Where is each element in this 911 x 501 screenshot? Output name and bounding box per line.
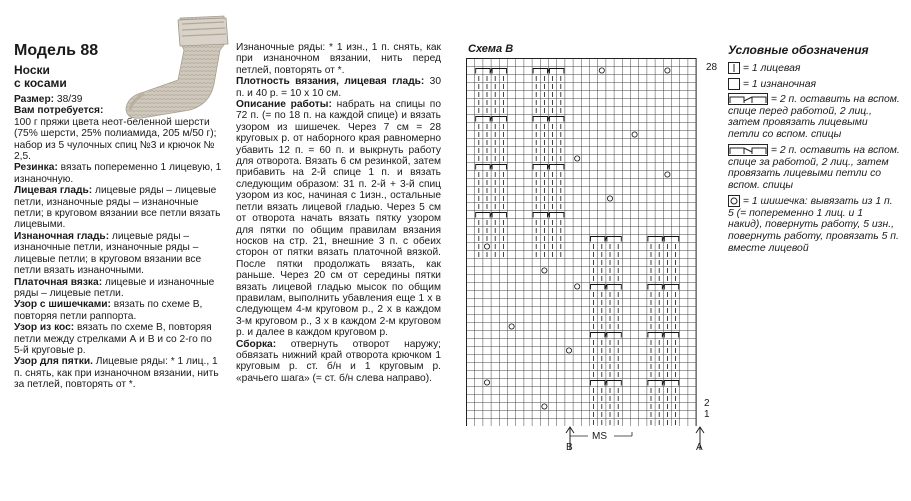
column-left-body [14, 94, 222, 391]
schema-title: Схема В [468, 43, 514, 55]
legend-item-cable-front: = 2 п. оставить на вспом. спице перед работой, 2 лиц., затем провязать лицевыми петли со вспом. спицы [728, 93, 900, 141]
left-paragraph-text: Лицевые ряды: * 1 лиц., 1 п. снять, как при изнаночном вязании, нить за петлей, повторять от *. [14, 356, 219, 391]
bobble-symbol [542, 404, 547, 409]
left-paragraph-label: Узор для пятки. [14, 356, 93, 368]
bobble-symbol [566, 348, 571, 353]
left-paragraph [14, 299, 222, 322]
purl-symbol-icon [728, 78, 740, 90]
middle-paragraph [236, 99, 441, 339]
model-title: Модель 88 [14, 42, 99, 59]
legend-item-cable-back: = 2 п. оставить на вспом. спице за работой, 2 лиц., затем провязать лицевыми петли со вспом. спицы [728, 144, 900, 192]
left-paragraph-label: Узор из кос: [14, 322, 75, 334]
left-paragraph-text: вязать попеременно 1 лицевую, 1 изнаночную. [14, 162, 222, 185]
left-paragraph [14, 117, 222, 163]
column-left [14, 42, 222, 391]
middle-paragraph-label: Плотность вязания, лицевая гладь: [236, 76, 425, 88]
bobble-symbol [665, 172, 670, 177]
left-paragraph [14, 105, 222, 116]
left-paragraph-label: Узор с шишечками: [14, 299, 111, 311]
column-middle [236, 42, 441, 384]
middle-paragraph-text: отвернуть отворот наружу; обвязать нижний край отворота крючком 1 круговым р. ст. б/н и 1 круговым р. «рачьего шага» (= ст. б/н слева направо). [236, 338, 441, 384]
left-paragraph-label: Размер: [14, 94, 55, 105]
bobble-symbol [484, 380, 489, 385]
middle-paragraph-text: 30 п. и 40 р. = 10 х 10 см. [236, 76, 441, 99]
left-paragraph-text: 100 г пряжи цвета неот-беленной шерсти (75% шерсти, 25% полиамида, 205 м/50 г); набор из 5 чулочных спиц №3 и крючок № 2,5. [14, 116, 217, 163]
repeat-arrows [560, 424, 710, 454]
bobble-symbol [665, 68, 670, 73]
bobble-symbol [632, 132, 637, 137]
left-paragraph-text: лицевые ряды – изнаночные петли, изнаночные ряды – лицевые петли; в круговом вязании все петли вязать изнаночными. [14, 230, 202, 277]
left-paragraph-text: 38/39 [54, 94, 83, 105]
bobble-symbol [575, 156, 580, 161]
middle-paragraph [236, 76, 441, 99]
ms-label: MS [592, 431, 607, 442]
left-paragraph [14, 231, 222, 277]
knit-symbol-icon [728, 62, 740, 74]
bobble-symbol [575, 284, 580, 289]
legend-item-knit: = 1 лицевая [728, 62, 900, 75]
model-subtitle-1: Носки [14, 63, 50, 77]
left-paragraph-text: лицевые и изнаночные ряды – лицевые петли. [14, 276, 215, 299]
legend-title: Условные обозначения [728, 43, 869, 57]
arrow-label-b: В [566, 442, 573, 453]
cable-back-symbol-icon [728, 144, 768, 156]
middle-paragraph-label: Сборка: [236, 338, 277, 350]
bobble-symbol-icon [728, 195, 740, 207]
left-paragraph-label: Вам потребуется: [14, 105, 104, 117]
middle-paragraph [236, 42, 441, 76]
middle-paragraph-label: Описание работы: [236, 99, 332, 111]
left-paragraph [14, 356, 222, 390]
column-middle-body [236, 42, 441, 384]
left-paragraph-label: Лицевая гладь: [14, 185, 93, 197]
bobble-symbol [542, 268, 547, 273]
row-number-1: 1 [704, 409, 710, 420]
model-subtitle-2: с косами [14, 76, 67, 90]
arrow-label-a: А [696, 442, 703, 453]
row-number-2: 2 [704, 398, 710, 409]
left-paragraph [14, 162, 222, 185]
knitting-chart [466, 58, 698, 426]
legend-item-bobble: = 1 шишечка: вывязать из 1 п. 5 (= попеременно 1 лиц. и 1 накид), повернуть работу, 5 изн., повернуть работу, провязать 5 п. вместе лицевой [728, 195, 899, 254]
middle-paragraph [236, 339, 441, 385]
left-paragraph-text: вязать по схеме В, повторяя петли между стрелками А и В и со 2-го по 5-й круговые р. [14, 322, 212, 356]
left-paragraph [14, 185, 222, 231]
left-paragraph [14, 94, 222, 105]
left-paragraph-label: Резинка: [14, 162, 58, 174]
left-paragraph-label: Платочная вязка: [14, 276, 103, 288]
bobble-symbol [607, 196, 612, 201]
bobble-symbol [599, 68, 604, 73]
bobble-symbol [484, 244, 489, 249]
left-paragraph-text: лицевые ряды – лицевые петли, изнаночные ряды – изнаночные петли; в круговом вязании все петли вязать лицевыми. [14, 185, 221, 231]
middle-paragraph-text: Изнаночные ряды: * 1 изн., 1 п. снять, как при изнаночном вязании, нить перед петлей, повторять от *. [236, 42, 441, 76]
legend [728, 62, 900, 258]
middle-paragraph-text: набрать на спицы по 72 п. (= по 18 п. на каждой спице) и вязать узором из шишечек. Через 7 см = 28 круговых р. от наборного края равномерно убавить 12 п. = 60 п. и выкрнуть работу для отворота. Вязать 6 см резинкой, затем прибавить на 2-й спице 1 п. и вязать следующим образом: 31 п. 2-й + 3-й спиц узором из кос, начиная с 1изн., остальные петли вязать лицевой гладью. Через 5 см от отворота начать вязать пятку узором для пятки по общим правилам вязания носков на стр. 21, внешние 3 п. с обеих сторон от пятки вязать платочной вязкой. После пятки продолжать вязать, как раньше. Через 20 см от середины пятки вязать лицевой гладью мысок по общим правилам, выполнить убавления еще 1 х в следующем 4-м круговом р., 2 х в каждом 3-м круговом р., 3 х в каждом 2-м круговом р. и далее в каждом круговом р. [236, 99, 441, 339]
left-paragraph [14, 277, 222, 300]
legend-item-purl: = 1 изнаночная [728, 78, 900, 91]
cable-front-symbol-icon [728, 93, 768, 105]
left-paragraph [14, 322, 222, 356]
left-paragraph-label: Изнаночная гладь: [14, 230, 110, 242]
bobble-symbol [509, 324, 514, 329]
left-paragraph-text: вязать по схеме В, повторяя петли раппорта. [14, 299, 203, 322]
row-number-28: 28 [706, 62, 718, 73]
